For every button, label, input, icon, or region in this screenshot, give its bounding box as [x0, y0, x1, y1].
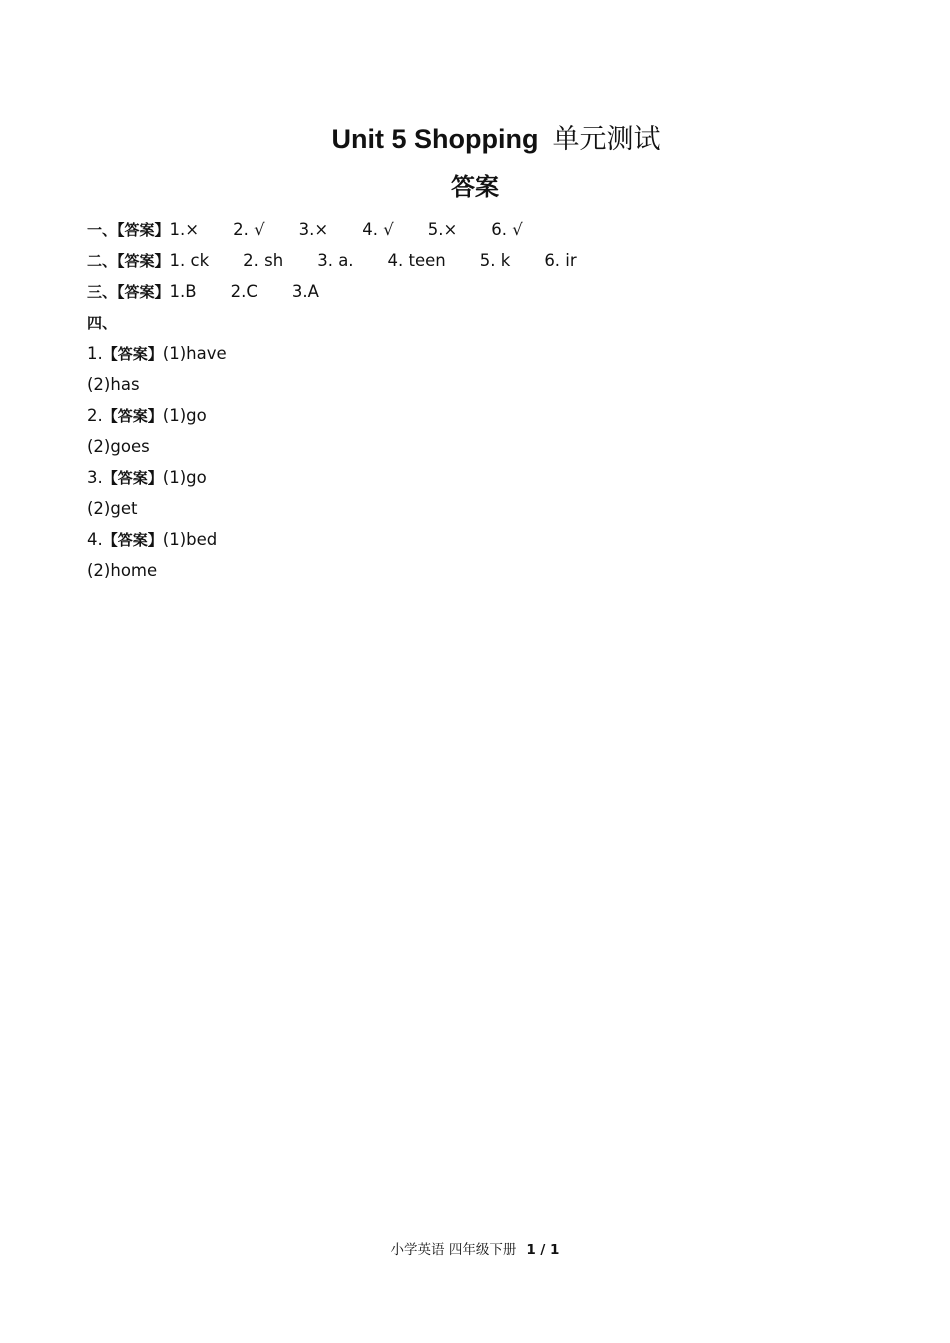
question-number: 3. — [87, 468, 103, 487]
answer-list — [87, 214, 907, 586]
answer-tag: 【答案】 — [117, 221, 170, 239]
answer-tag: 【答案】 — [102, 469, 163, 487]
answer-item: 1. ck — [169, 251, 210, 270]
answer-item: 2.C — [230, 282, 258, 301]
section-prefix: 一、 — [87, 221, 118, 239]
section-2-answers — [87, 245, 907, 276]
section-3-answers — [87, 276, 907, 307]
answer-item: 4. teen — [387, 251, 446, 270]
answer-text: (1)bed — [162, 530, 218, 549]
answer-item: 5.× — [427, 220, 458, 239]
section-4-line — [87, 400, 907, 431]
section-prefix: 四、 — [87, 314, 118, 332]
answer-text: (2)get — [87, 499, 138, 518]
answer-tag: 【答案】 — [117, 283, 170, 301]
page-subtitle: 答案 — [451, 173, 499, 201]
section-4-line — [87, 555, 907, 586]
answer-item: 6. ir — [544, 251, 577, 270]
answer-tag: 【答案】 — [102, 407, 163, 425]
question-number: 4. — [87, 530, 103, 549]
section-4-line — [87, 369, 907, 400]
section-4-heading — [87, 307, 907, 338]
question-number: 2. — [87, 406, 103, 425]
section-prefix: 二、 — [87, 252, 118, 270]
title-english: Unit 5 Shopping — [331, 124, 539, 154]
section-4-line — [87, 493, 907, 524]
answer-tag: 【答案】 — [102, 531, 163, 549]
answer-item: 2. √ — [233, 220, 265, 239]
answer-text: (1)go — [162, 468, 207, 487]
answer-item: 2. sh — [243, 251, 284, 270]
answer-text: (1)go — [162, 406, 207, 425]
question-number: 1. — [87, 344, 103, 363]
answer-item: 3. a. — [317, 251, 354, 270]
answer-item: 1.× — [169, 220, 200, 239]
answer-text: (2)has — [87, 375, 140, 394]
answer-item: 1.B — [169, 282, 197, 301]
section-4-line — [87, 524, 907, 555]
answer-item: 6. √ — [491, 220, 523, 239]
answer-tag: 【答案】 — [117, 252, 170, 270]
answer-item: 3.× — [298, 220, 329, 239]
title-chinese: 单元测试 — [552, 124, 661, 155]
answer-tag: 【答案】 — [102, 345, 163, 363]
answer-text: (2)home — [87, 561, 158, 580]
page-number: 1 / 1 — [526, 1242, 560, 1258]
page-title — [0, 120, 950, 159]
footer-text: 小学英语 四年级下册 — [390, 1242, 517, 1258]
section-4-line — [87, 431, 907, 462]
answer-item: 4. √ — [362, 220, 394, 239]
section-4-line — [87, 338, 907, 369]
answer-text: (1)have — [162, 344, 227, 363]
section-4-line — [87, 462, 907, 493]
answer-text: (2)goes — [87, 437, 150, 456]
section-prefix: 三、 — [87, 283, 118, 301]
section-1-answers — [87, 214, 907, 245]
answer-item: 5. k — [479, 251, 511, 270]
answer-item: 3.A — [291, 282, 319, 301]
page-footer — [0, 1240, 950, 1260]
